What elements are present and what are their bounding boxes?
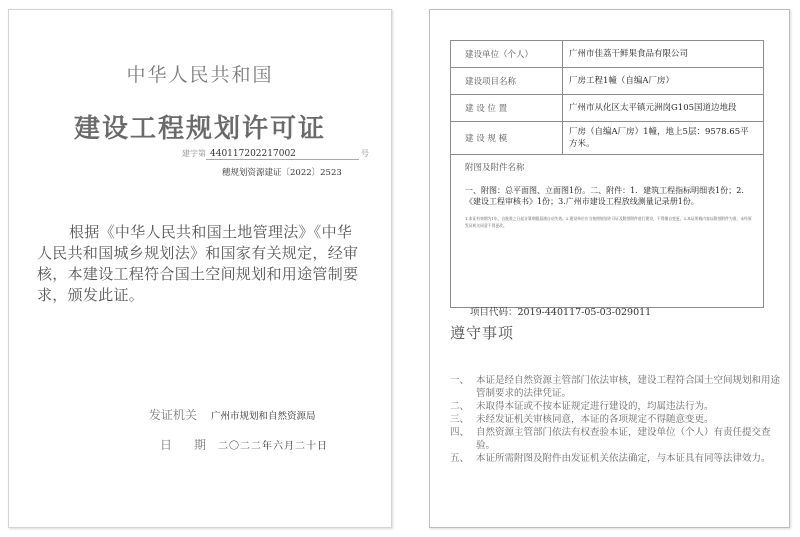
certificate-front-page — [8, 9, 392, 528]
list-item — [450, 400, 780, 413]
list-item — [450, 452, 780, 465]
attachment-text: 一、附图：总平面图、立面图1份。二、附件：1．建筑工程指标明细表1份；2．《建设工程审核书》1份；3.广州市建设工程放线测量记录册1份。 — [465, 186, 750, 206]
table-row — [451, 95, 764, 122]
notice-text: 未取得本证或不按本证规定进行建设的，均属违法行为。 — [476, 401, 714, 412]
list-item — [450, 426, 780, 452]
attachment-cell — [451, 155, 764, 308]
certificate-back-page — [429, 9, 790, 528]
issuer-label: 发证机关 — [149, 408, 198, 422]
notice-index: 四、 — [450, 427, 470, 438]
certificate-title: 建设工程规划许可证 — [73, 114, 326, 144]
row-label: 建 设 规 模 — [451, 122, 563, 155]
certificate-number: 440117202217002 — [206, 149, 359, 160]
row-label: 建设项目名称 — [451, 68, 563, 95]
notice-index: 三、 — [450, 414, 470, 425]
number-suffix: 号 — [361, 149, 369, 158]
certificate-number-row — [182, 148, 369, 160]
row-label: 建 设 位 置 — [451, 95, 563, 122]
date-label-1: 日 — [160, 438, 173, 452]
notice-index: 五、 — [450, 453, 470, 464]
attachment-row — [451, 155, 764, 308]
notice-list — [450, 374, 780, 465]
table-row — [451, 41, 764, 68]
date-row — [160, 436, 328, 453]
row-value: 厂房（自编A厂房）1幢，地上5层：9578.65平方米。 — [563, 122, 764, 155]
country-name: 中华人民共和国 — [126, 64, 274, 86]
notice-title: 遵守事项 — [450, 324, 515, 342]
list-item — [450, 374, 780, 400]
table-row — [451, 122, 764, 155]
issuer-value: 广州市规划和自然资源局 — [211, 411, 316, 422]
notice-text: 自然资源主管部门依法有权查验本证，建设单位（个人）有责任提交查验。 — [476, 427, 771, 451]
notice-index: 二、 — [450, 401, 470, 412]
project-code: 项目代码：2019-440117-05-03-029011 — [470, 307, 652, 318]
certificate-body-text: 根据《中华人民共和国土地管理法》《中华人民共和国城乡规划法》和国家有关规定，经审核，本建设工程符合国土空间规划和用途管制要求，颁发此证。 — [37, 223, 359, 304]
row-label: 建设单位（个人） — [451, 41, 563, 68]
list-item — [450, 413, 780, 426]
attachment-note: 1.本证有效期为1年，自批准之日起计算期限届满自动失效。2.建设单位应当按照规划许可证及附图附件进行建设，不得擅自变更。3.本证所载内容以附图附件为准，未经原发证机关同意不得更改。 — [465, 216, 752, 228]
number-prefix: 建字第 — [182, 149, 206, 158]
certificate-body — [37, 222, 367, 306]
issuer-row — [149, 406, 316, 423]
date-label-2: 期 — [194, 438, 207, 452]
attachment-label: 附图及附件名称 — [465, 163, 525, 173]
table-row — [451, 68, 764, 95]
date-value: 二〇二二年六月二十日 — [218, 441, 329, 452]
project-info-table — [450, 40, 764, 308]
notice-text: 本证是经自然资源主管部门依法审核，建设工程符合国土空间规划和用途管制要求的法律凭证。 — [476, 375, 781, 399]
notice-text: 本证所需附图及附件由发证机关依法确定，与本证具有同等法律效力。 — [476, 453, 771, 464]
notice-text: 未经发证机关审核同意，本证的各项规定不得随意变更。 — [476, 414, 714, 425]
notice-index: 一、 — [450, 375, 470, 386]
row-value: 厂房工程1幢（自编A厂房） — [563, 68, 764, 95]
row-value: 广州市佳荔干鲜果食品有限公司 — [563, 41, 764, 68]
row-value: 广州市从化区太平镇元洲岗G105国道边地段 — [563, 95, 764, 122]
certificate-sub-number: 穗规划资源建证〔2022〕2523 — [222, 168, 342, 178]
